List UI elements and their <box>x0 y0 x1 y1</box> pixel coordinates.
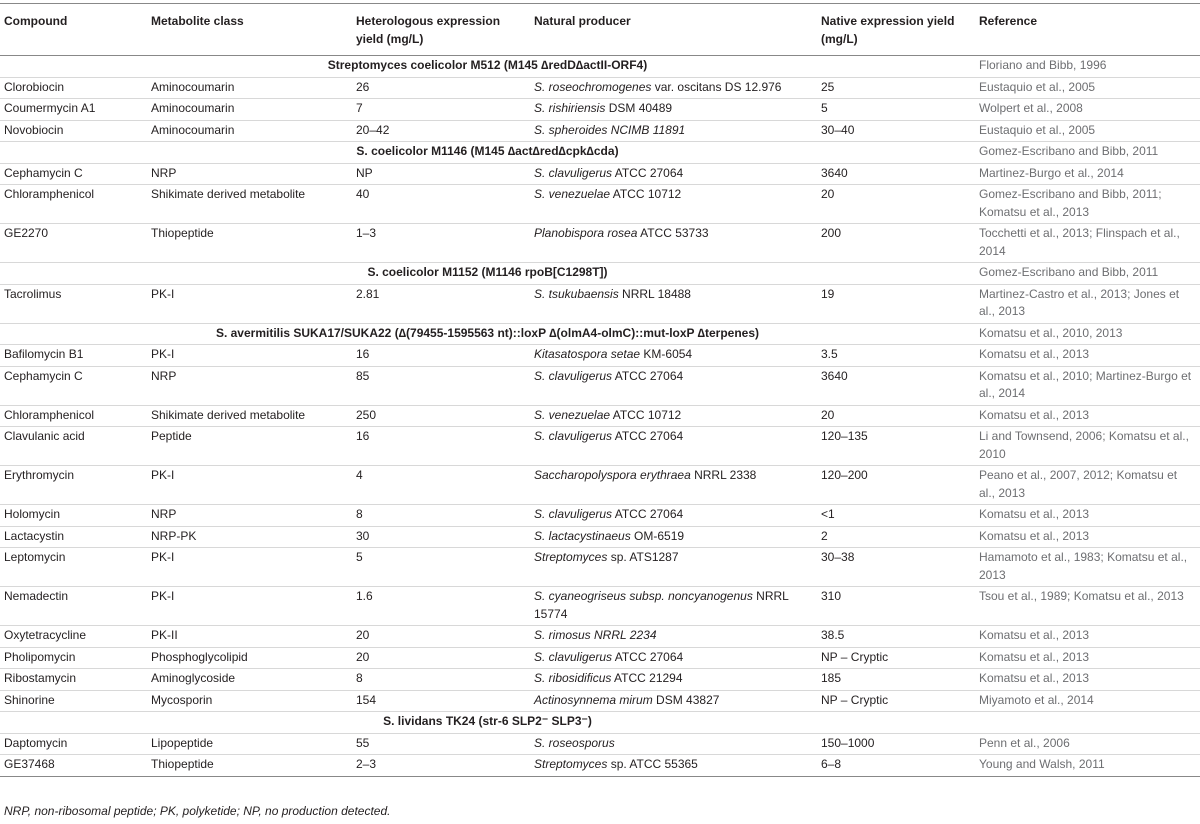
producer-species: Kitasatospora setae <box>534 347 641 361</box>
heterologous-yield-cell: 20 <box>352 626 530 648</box>
producer-species: Planobispora rosea <box>534 226 638 240</box>
producer-strain: ATCC 27064 <box>612 429 684 443</box>
compound-cell: Pholipomycin <box>0 647 147 669</box>
compound-cell: Lactacystin <box>0 526 147 548</box>
host-strain-row <box>0 712 1200 734</box>
natural-producer-cell <box>530 466 817 505</box>
native-yield-cell: 3640 <box>817 366 975 405</box>
natural-producer-cell <box>530 647 817 669</box>
compound-cell: Bafilomycin B1 <box>0 345 147 367</box>
reference-cell: Komatsu et al., 2013 <box>975 647 1200 669</box>
producer-species: S. rishiriensis <box>534 101 606 115</box>
producer-species: Streptomyces <box>534 550 608 564</box>
table-row <box>0 669 1200 691</box>
compound-cell: Novobiocin <box>0 120 147 142</box>
col-header-reference: Reference <box>975 4 1200 56</box>
native-yield-cell: 150–1000 <box>817 733 975 755</box>
producer-species: S. lactacystinaeus <box>534 528 631 543</box>
compound-cell: Cephamycin C <box>0 366 147 405</box>
header-row <box>0 4 1200 56</box>
metabolite-class-cell: Thiopeptide <box>147 224 352 263</box>
metabolite-class-cell: PK-I <box>147 284 352 323</box>
metabolite-class-cell: Aminocoumarin <box>147 120 352 142</box>
metabolite-class-cell: Shikimate derived metabolite <box>147 405 352 427</box>
native-yield-cell: 20 <box>817 405 975 427</box>
metabolite-class-cell: Lipopeptide <box>147 733 352 755</box>
natural-producer-cell <box>530 284 817 323</box>
heterologous-yield-cell: 40 <box>352 185 530 224</box>
native-yield-cell: NP – Cryptic <box>817 690 975 712</box>
reference-cell: Komatsu et al., 2010, 2013 <box>975 323 1200 345</box>
reference-cell: Komatsu et al., 2013 <box>975 345 1200 367</box>
producer-strain: NRRL 2338 <box>690 468 757 482</box>
producer-strain: sp. ATS1287 <box>607 550 679 564</box>
producer-species: S. clavuligerus <box>534 649 613 664</box>
producer-strain: sp. ATCC 55365 <box>607 757 698 771</box>
metabolite-class-cell: Mycosporin <box>147 690 352 712</box>
table-row <box>0 99 1200 121</box>
natural-producer-cell <box>530 99 817 121</box>
producer-species: S. rimosus NRRL 2234 <box>534 628 657 642</box>
natural-producer-cell <box>530 755 817 777</box>
host-strain: S. coelicolor M1152 (M1146 rpoB[C1298T]) <box>0 263 975 285</box>
metabolite-class-cell: NRP-PK <box>147 526 352 548</box>
producer-strain: ATCC 27064 <box>612 165 684 180</box>
natural-producer-cell <box>530 669 817 691</box>
compound-cell: Holomycin <box>0 505 147 527</box>
natural-producer-cell <box>530 690 817 712</box>
reference-cell: Miyamoto et al., 2014 <box>975 690 1200 712</box>
table-row <box>0 284 1200 323</box>
compound-cell: Ribostamycin <box>0 669 147 691</box>
metabolite-class-cell: Thiopeptide <box>147 755 352 777</box>
native-yield-cell: 185 <box>817 669 975 691</box>
producer-strain: OM-6519 <box>630 528 685 543</box>
producer-species: S. spheroides NCIMB 11891 <box>534 122 686 137</box>
heterologous-yield-cell: 1–3 <box>352 224 530 263</box>
table-row <box>0 690 1200 712</box>
host-strain: S. avermitilis SUKA17/SUKA22 (∆(79455-1595563 nt)::loxP ∆(olmA4-olmC)::mut-loxP ∆terpenes) <box>0 323 975 345</box>
metabolite-class-cell: Shikimate derived metabolite <box>147 185 352 224</box>
native-yield-cell: 6–8 <box>817 755 975 777</box>
reference-cell: Young and Walsh, 2011 <box>975 755 1200 777</box>
reference-cell: Eustaquio et al., 2005 <box>975 77 1200 99</box>
producer-strain: ATCC 21294 <box>611 671 683 685</box>
compound-cell: Clavulanic acid <box>0 427 147 466</box>
heterologous-yield-cell: 4 <box>352 466 530 505</box>
producer-strain: ATCC 27064 <box>612 507 684 521</box>
native-yield-cell: 5 <box>817 99 975 121</box>
metabolite-class-cell: NRP <box>147 366 352 405</box>
heterologous-yield-cell: 20–42 <box>352 120 530 142</box>
heterologous-yield-cell: 2–3 <box>352 755 530 777</box>
heterologous-yield-cell: 26 <box>352 77 530 99</box>
table-row <box>0 755 1200 777</box>
host-strain-row <box>0 263 1200 285</box>
compound-cell: Tacrolimus <box>0 284 147 323</box>
natural-producer-cell <box>530 587 817 626</box>
heterologous-yield-cell: NP <box>352 163 530 185</box>
heterologous-yield-cell: 250 <box>352 405 530 427</box>
producer-strain: DSM 43827 <box>652 692 720 707</box>
producer-strain: KM-6054 <box>640 347 693 361</box>
metabolite-class-cell: Aminoglycoside <box>147 669 352 691</box>
producer-strain: DSM 40489 <box>605 101 673 115</box>
producer-species: S. clavuligerus <box>534 165 613 180</box>
heterologous-yield-cell: 8 <box>352 669 530 691</box>
native-yield-cell: 200 <box>817 224 975 263</box>
table-row <box>0 505 1200 527</box>
heterologous-yield-cell: 1.6 <box>352 587 530 626</box>
native-yield-cell: 19 <box>817 284 975 323</box>
metabolite-class-cell: PK-I <box>147 345 352 367</box>
native-yield-cell: 30–38 <box>817 548 975 587</box>
native-yield-cell: NP – Cryptic <box>817 647 975 669</box>
compound-cell: Chloramphenicol <box>0 405 147 427</box>
natural-producer-cell <box>530 366 817 405</box>
compound-cell: Leptomycin <box>0 548 147 587</box>
natural-producer-cell <box>530 733 817 755</box>
metabolite-class-cell: Aminocoumarin <box>147 99 352 121</box>
producer-species: S. venezuelae <box>534 187 611 201</box>
compound-cell: Shinorine <box>0 690 147 712</box>
reference-cell: Tocchetti et al., 2013; Flinspach et al., 2014 <box>975 224 1200 263</box>
native-yield-cell: 120–200 <box>817 466 975 505</box>
producer-species: S. clavuligerus <box>534 429 613 443</box>
natural-producer-cell <box>530 405 817 427</box>
natural-producer-cell <box>530 224 817 263</box>
reference-cell: Peano et al., 2007, 2012; Komatsu et al., 2013 <box>975 466 1200 505</box>
table-row <box>0 224 1200 263</box>
producer-strain: ATCC 27064 <box>612 368 684 383</box>
table-row <box>0 733 1200 755</box>
host-strain: Streptomyces coelicolor M512 (M145 ∆redD∆actII-ORF4) <box>0 56 975 78</box>
heterologous-yield-cell: 20 <box>352 647 530 669</box>
producer-species: S. clavuligerus <box>534 368 613 383</box>
producer-species: S. cyaneogriseus subsp. noncyanogenus <box>534 589 753 603</box>
data-table <box>0 3 1200 777</box>
table-row <box>0 626 1200 648</box>
table-row <box>0 185 1200 224</box>
host-strain: S. coelicolor M1146 (M145 ∆act∆red∆cpk∆cda) <box>0 142 975 164</box>
producer-strain: ATCC 10712 <box>610 187 682 201</box>
table-row <box>0 647 1200 669</box>
native-yield-cell: 20 <box>817 185 975 224</box>
compound-cell: Nemadectin <box>0 587 147 626</box>
col-header-metabolite-class: Metabolite class <box>147 4 352 56</box>
reference-cell: Komatsu et al., 2013 <box>975 669 1200 691</box>
table-row <box>0 77 1200 99</box>
producer-species: Saccharopolyspora erythraea <box>534 468 691 482</box>
compound-cell: Erythromycin <box>0 466 147 505</box>
reference-cell: Eustaquio et al., 2005 <box>975 120 1200 142</box>
col-header-native-yield: Native expression yield (mg/L) <box>817 4 975 56</box>
natural-producer-cell <box>530 120 817 142</box>
table-row <box>0 548 1200 587</box>
metabolite-class-cell: Phosphoglycolipid <box>147 647 352 669</box>
col-header-heterologous-yield: Heterologous expression yield (mg/L) <box>352 4 530 56</box>
reference-cell: Penn et al., 2006 <box>975 733 1200 755</box>
compound-cell: Clorobiocin <box>0 77 147 99</box>
reference-cell: Komatsu et al., 2013 <box>975 505 1200 527</box>
host-strain-row <box>0 142 1200 164</box>
producer-strain: ATCC 27064 <box>612 649 684 664</box>
metabolite-class-cell: NRP <box>147 505 352 527</box>
native-yield-cell: 38.5 <box>817 626 975 648</box>
heterologous-yield-cell: 8 <box>352 505 530 527</box>
reference-cell: Tsou et al., 1989; Komatsu et al., 2013 <box>975 587 1200 626</box>
heterologous-yield-cell: 16 <box>352 345 530 367</box>
table-row <box>0 466 1200 505</box>
producer-species: S. ribosidificus <box>534 671 612 685</box>
host-strain-row <box>0 323 1200 345</box>
col-header-compound: Compound <box>0 4 147 56</box>
table-row <box>0 366 1200 405</box>
compound-cell: GE37468 <box>0 755 147 777</box>
native-yield-cell: <1 <box>817 505 975 527</box>
reference-cell: Martinez-Burgo et al., 2014 <box>975 163 1200 185</box>
table-row <box>0 163 1200 185</box>
table-row <box>0 587 1200 626</box>
col-header-natural-producer: Natural producer <box>530 4 817 56</box>
reference-cell: Komatsu et al., 2013 <box>975 526 1200 548</box>
reference-cell: Komatsu et al., 2013 <box>975 405 1200 427</box>
compound-cell: Chloramphenicol <box>0 185 147 224</box>
heterologous-yield-cell: 7 <box>352 99 530 121</box>
compound-cell: GE2270 <box>0 224 147 263</box>
native-yield-cell: 30–40 <box>817 120 975 142</box>
producer-species: Streptomyces <box>534 757 608 771</box>
metabolite-class-cell: PK-II <box>147 626 352 648</box>
natural-producer-cell <box>530 626 817 648</box>
table-row <box>0 405 1200 427</box>
reference-cell: Li and Townsend, 2006; Komatsu et al., 2010 <box>975 427 1200 466</box>
compound-cell: Daptomycin <box>0 733 147 755</box>
compound-cell: Oxytetracycline <box>0 626 147 648</box>
reference-cell: Hamamoto et al., 1983; Komatsu et al., 2013 <box>975 548 1200 587</box>
natural-producer-cell <box>530 526 817 548</box>
native-yield-cell: 3640 <box>817 163 975 185</box>
native-yield-cell: 25 <box>817 77 975 99</box>
natural-producer-cell <box>530 185 817 224</box>
natural-producer-cell <box>530 427 817 466</box>
metabolite-class-cell: Aminocoumarin <box>147 77 352 99</box>
reference-cell: Gomez-Escribano and Bibb, 2011 <box>975 263 1200 285</box>
reference-cell: Komatsu et al., 2010; Martinez-Burgo et al., 2014 <box>975 366 1200 405</box>
producer-species: S. roseosporus <box>534 735 615 750</box>
table-row <box>0 345 1200 367</box>
reference-cell: Wolpert et al., 2008 <box>975 99 1200 121</box>
host-strain: S. lividans TK24 (str-6 SLP2⁻ SLP3⁻) <box>0 712 975 734</box>
metabolite-class-cell: PK-I <box>147 548 352 587</box>
reference-cell: Floriano and Bibb, 1996 <box>975 56 1200 78</box>
natural-producer-cell <box>530 163 817 185</box>
heterologous-yield-cell: 30 <box>352 526 530 548</box>
producer-species: S. clavuligerus <box>534 507 613 521</box>
native-yield-cell: 2 <box>817 526 975 548</box>
metabolite-class-cell: NRP <box>147 163 352 185</box>
producer-species: S. roseochromogenes <box>534 79 652 94</box>
reference-cell <box>975 712 1200 734</box>
native-yield-cell: 310 <box>817 587 975 626</box>
table-footnote: NRP, non-ribosomal peptide; PK, polyketide; NP, no production detected. <box>4 804 391 818</box>
native-yield-cell: 3.5 <box>817 345 975 367</box>
producer-strain: var. oscitans DS 12.976 <box>651 79 782 94</box>
producer-strain: ATCC 53733 <box>637 226 709 240</box>
natural-producer-cell <box>530 548 817 587</box>
natural-producer-cell <box>530 505 817 527</box>
reference-cell: Gomez-Escribano and Bibb, 2011 <box>975 142 1200 164</box>
reference-cell: Martinez-Castro et al., 2013; Jones et al., 2013 <box>975 284 1200 323</box>
metabolite-class-cell: Peptide <box>147 427 352 466</box>
table-row <box>0 120 1200 142</box>
native-yield-cell: 120–135 <box>817 427 975 466</box>
heterologous-yield-cell: 5 <box>352 548 530 587</box>
producer-strain: ATCC 10712 <box>610 407 682 422</box>
heterologous-yield-cell: 154 <box>352 690 530 712</box>
table-row <box>0 427 1200 466</box>
compound-cell: Coumermycin A1 <box>0 99 147 121</box>
producer-species: S. tsukubaensis <box>534 286 619 301</box>
metabolite-class-cell: PK-I <box>147 466 352 505</box>
table-row <box>0 526 1200 548</box>
host-strain-row <box>0 56 1200 78</box>
heterologous-yield-cell: 55 <box>352 733 530 755</box>
heterologous-yield-cell: 16 <box>352 427 530 466</box>
producer-strain: NRRL 15774 <box>534 589 789 621</box>
natural-producer-cell <box>530 77 817 99</box>
producer-strain: NRRL 18488 <box>618 286 691 301</box>
reference-cell: Komatsu et al., 2013 <box>975 626 1200 648</box>
metabolite-class-cell: PK-I <box>147 587 352 626</box>
compound-cell: Cephamycin C <box>0 163 147 185</box>
heterologous-yield-cell: 2.81 <box>352 284 530 323</box>
heterologous-yield-cell: 85 <box>352 366 530 405</box>
producer-species: S. venezuelae <box>534 407 611 422</box>
natural-producer-cell <box>530 345 817 367</box>
reference-cell: Gomez-Escribano and Bibb, 2011; Komatsu et al., 2013 <box>975 185 1200 224</box>
producer-species: Actinosynnema mirum <box>534 692 653 707</box>
